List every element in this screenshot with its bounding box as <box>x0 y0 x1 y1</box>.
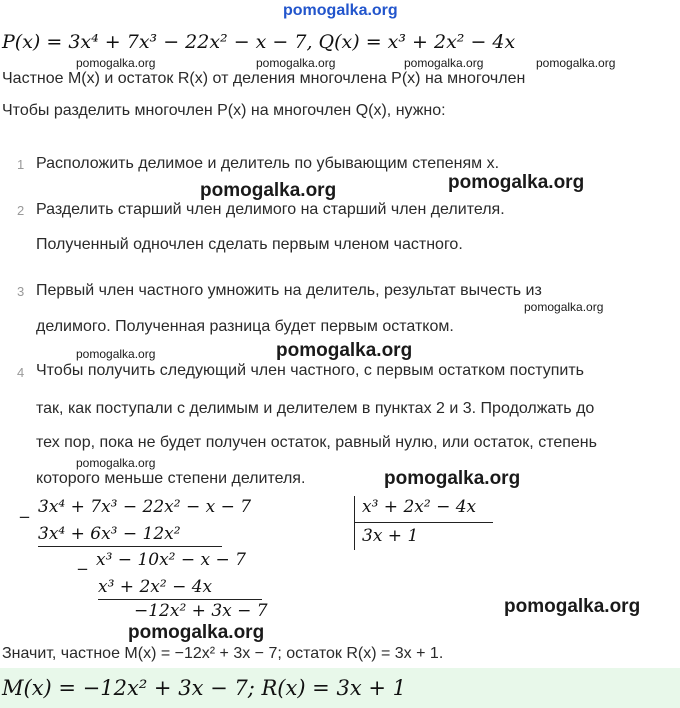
step-3-line-1: Первый член частного умножить на делитель, результат вычесть из <box>36 282 542 299</box>
subtrahend-1: 3x⁴ + 6x³ − 12x² <box>38 524 181 544</box>
minus-sign: _ <box>78 550 87 571</box>
step-4-line-1: Чтобы получить следующий член частного, с первым остатком поступить <box>36 362 585 379</box>
step-4-line-3: тех пор, пока не будет получен остаток, равный нулю, или остаток, степень <box>36 434 597 451</box>
remainder-2: −12x² + 3x − 7 <box>134 601 268 621</box>
watermark: pomogalka.org <box>276 340 413 361</box>
underline-2 <box>98 599 262 600</box>
watermark: pomogalka.org <box>76 347 156 361</box>
divisor: x³ + 2x² − 4x <box>362 497 477 517</box>
step-4-line-2: так, как поступали с делимым и делителем в пунктах 2 и 3. Продолжать до <box>36 400 595 417</box>
step-2-line-2: Полученный одночлен сделать первым членом частного. <box>36 236 463 253</box>
watermark: pomogalka.org <box>200 180 337 201</box>
divisor-underline <box>355 522 493 523</box>
step-3-line-2: делимого. Полученная разница будет первым остатком. <box>36 318 454 335</box>
underline-1 <box>38 546 222 547</box>
answer-formula: M(x) = −12x² + 3x − 7; R(x) = 3x + 1 <box>2 676 406 700</box>
watermark: pomogalka.org <box>524 300 604 314</box>
quotient: 3x + 1 <box>362 526 419 546</box>
watermark: pomogalka.org <box>384 468 521 489</box>
intro-line-2: Частное M(x) и остаток R(x) от деления многочлена P(x) на многочлен <box>2 70 526 87</box>
dividend: 3x⁴ + 7x³ − 22x² − x − 7 <box>38 497 252 517</box>
step-number: 4 <box>17 365 25 380</box>
minus-sign: _ <box>20 498 29 519</box>
watermark: pomogalka.org <box>404 56 484 70</box>
watermark: pomogalka.org <box>76 56 156 70</box>
problem-formula: P(x) = 3x⁴ + 7x³ − 22x² − x − 7, Q(x) = x³ + 2x² − 4x <box>2 31 516 53</box>
remainder-1: x³ − 10x² − x − 7 <box>96 550 246 570</box>
conclusion-text: Значит, частное M(x) = −12x² + 3x − 7; остаток R(x) = 3x + 1. <box>2 645 444 662</box>
divisor-bar <box>354 496 355 550</box>
watermark: pomogalka.org <box>128 622 265 643</box>
watermark-top: pomogalka.org <box>283 2 398 19</box>
step-number: 2 <box>17 203 25 218</box>
step-number: 3 <box>17 284 25 299</box>
subtrahend-2: x³ + 2x² − 4x <box>98 577 213 597</box>
intro-line-3: Чтобы разделить многочлен P(x) на многочлен Q(x), нужно: <box>2 102 446 119</box>
step-1-line-1: Расположить делимое и делитель по убывающим степеням x. <box>36 155 500 172</box>
step-4-line-4: которого меньше степени делителя. <box>36 470 306 487</box>
watermark: pomogalka.org <box>536 56 616 70</box>
watermark: pomogalka.org <box>448 172 585 193</box>
step-2-line-1: Разделить старший член делимого на старший член делителя. <box>36 201 505 218</box>
watermark: pomogalka.org <box>76 456 156 470</box>
step-number: 1 <box>17 157 25 172</box>
watermark: pomogalka.org <box>504 596 641 617</box>
watermark: pomogalka.org <box>256 56 336 70</box>
